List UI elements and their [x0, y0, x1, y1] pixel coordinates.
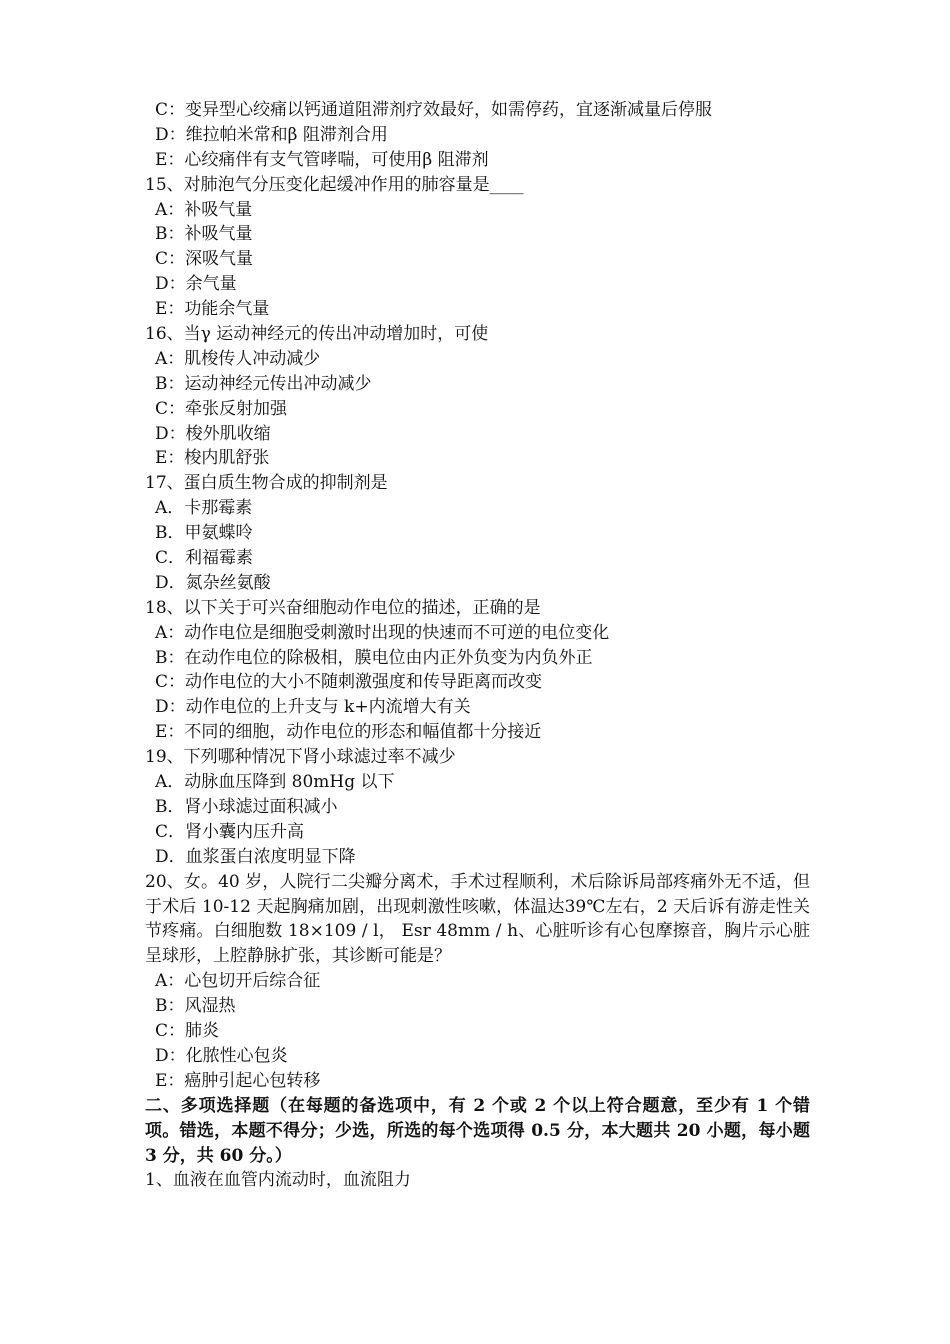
option-14d: D：维拉帕米常和β 阻滞剂合用	[155, 124, 388, 145]
option-14c: C：变异型心绞痛以钙通道阻滞剂疗效最好，如需停药，宜逐渐减量后停服	[155, 100, 713, 120]
question-16: 16、当γ 运动神经元的传出冲动增加时，可使	[145, 324, 489, 345]
question-17: 17、蛋白质生物合成的抑制剂是	[145, 473, 388, 494]
option-17d: D．氮杂丝氨酸	[155, 572, 271, 593]
question-15: 15、对肺泡气分压变化起缓冲作用的肺容量是____	[145, 174, 524, 195]
option-20a: A：心包切开后综合征	[155, 971, 321, 992]
section-heading-multiple-choice: 二、多项选择题（在每题的备选项中，有 2 个或 2 个以上符合题意，至少有 1 个错项。错选，本题不得分；少选，所选的每个选项得 0.5 分，本大题共 20 小题，每小题 3 分，共 60 分。）	[145, 1095, 810, 1166]
option-17b: B．甲氨蝶呤	[155, 523, 253, 544]
option-17a: A．卡那霉素	[155, 498, 253, 519]
option-20c: C：肺炎	[155, 1021, 220, 1042]
option-16d: D：梭外肌收缩	[155, 423, 271, 444]
option-19d: D．血浆蛋白浓度明显下降	[155, 846, 356, 867]
option-15d: D：余气量	[155, 274, 237, 295]
question-18: 18、以下关于可兴奋细胞动作电位的描述，正确的是	[145, 597, 541, 618]
option-18b: B：在动作电位的除极相，膜电位由内正外负变为内负外正	[155, 647, 593, 668]
option-18a: A：动作电位是细胞受刺激时出现的快速而不可逆的电位变化	[155, 622, 610, 643]
question-20: 20、女。40 岁，人院行二尖瓣分离术，手术过程顺利，术后除诉局部疼痛外无不适，但于术后 10-12 天起胸痛加剧，出现刺激性咳嗽，体温达39℃左右，2 天后诉有游走性关节疼痛。白细胞数 18×109 / l， Esr 48mm / h、心脏听诊有心包摩擦音，胸片示心脏呈球形，上腔静脉扩张，其诊断可能是？	[145, 871, 810, 967]
option-15b: B：补吸气量	[155, 224, 253, 245]
option-19c: C．肾小囊内压升高	[155, 821, 305, 842]
document-body	[145, 98, 810, 1193]
option-15a: A：补吸气量	[155, 199, 253, 220]
multi-question-1: 1、血液在血管内流动时，血流阻力	[145, 1170, 411, 1191]
option-15e: E：功能余气量	[155, 299, 270, 320]
option-19b: B．肾小球滤过面积减小	[155, 796, 338, 817]
option-14e: E：心绞痛伴有支气管哮喘，可使用β 阻滞剂	[155, 149, 489, 170]
option-20d: D：化脓性心包炎	[155, 1045, 288, 1066]
option-17c: C．利福霉素	[155, 548, 254, 569]
option-18e: E：不同的细胞，动作电位的形态和幅值都十分接近	[155, 722, 542, 743]
option-15c: C：深吸气量	[155, 249, 254, 270]
option-19a: A．动脉血压降到 80mHg 以下	[155, 772, 395, 793]
option-20e: E：癌肿引起心包转移	[155, 1070, 321, 1091]
option-16e: E：梭内肌舒张	[155, 448, 270, 469]
question-19: 19、下列哪种情况下肾小球滤过率不减少	[145, 747, 456, 768]
option-16b: B：运动神经元传出冲动减少	[155, 373, 372, 394]
option-16a: A：肌梭传人冲动减少	[155, 348, 321, 369]
option-16c: C：牵张反射加强	[155, 398, 288, 419]
option-18d: D：动作电位的上升支与 k+内流增大有关	[155, 697, 471, 718]
option-20b: B：风湿热	[155, 996, 236, 1017]
option-18c: C：动作电位的大小不随刺激强度和传导距离而改变	[155, 672, 543, 693]
